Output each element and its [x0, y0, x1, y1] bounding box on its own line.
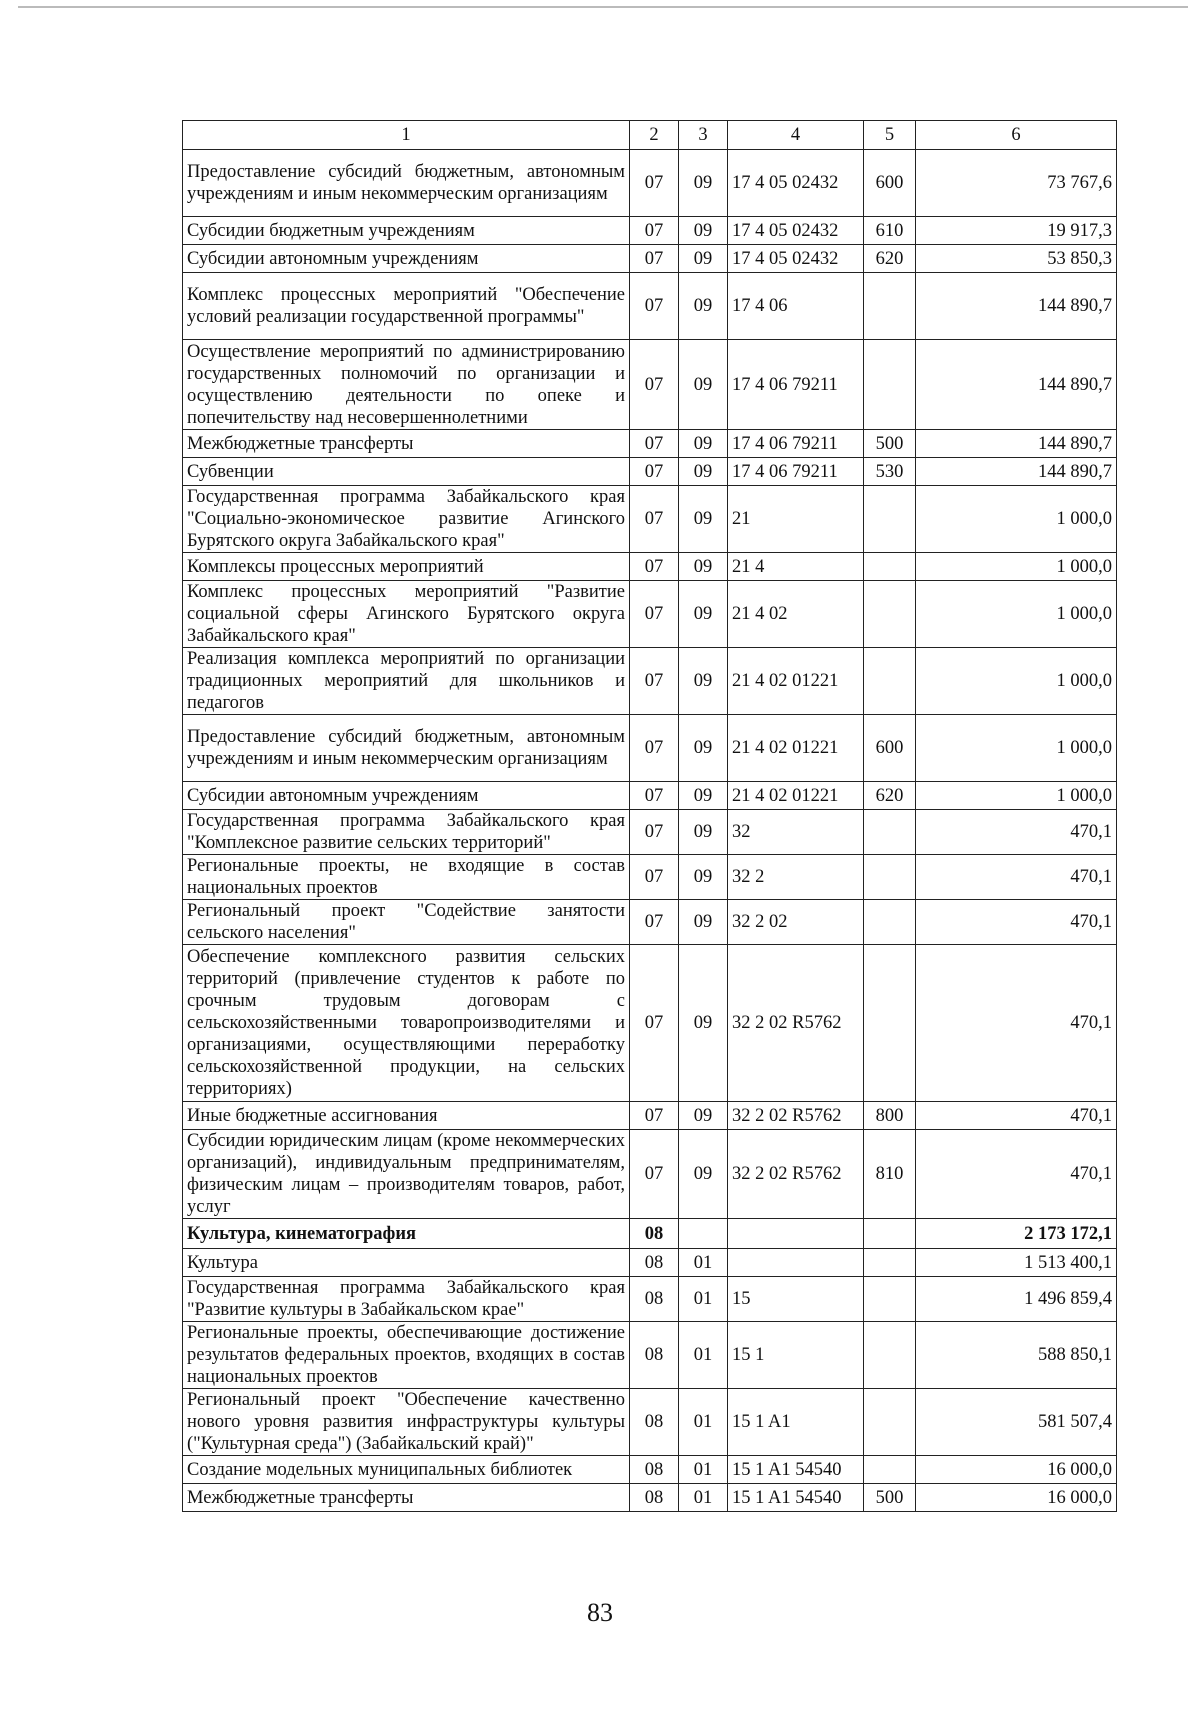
row-expense-type: 810: [864, 1130, 916, 1219]
row-expense-type: [864, 1456, 916, 1484]
row-target-article: 32 2 02: [728, 900, 864, 945]
row-target-article: 32: [728, 810, 864, 855]
row-section: 07: [630, 581, 679, 648]
row-target-article: [728, 1249, 864, 1277]
table-row: [183, 581, 1117, 648]
row-name: Государственная программа Забайкальского края "Социально-экономическое развитие Агинского Бурятского округа Забайкальского края": [183, 486, 630, 553]
row-section: 07: [630, 810, 679, 855]
row-subsection: 09: [679, 217, 728, 245]
header-col-2: 2: [630, 121, 679, 150]
row-amount: 470,1: [916, 900, 1117, 945]
row-amount: 53 850,3: [916, 245, 1117, 273]
table-row: [183, 810, 1117, 855]
row-expense-type: [864, 1322, 916, 1389]
row-amount: 470,1: [916, 1102, 1117, 1130]
table-row: [183, 553, 1117, 581]
row-name: Реализация комплекса мероприятий по организации традиционных мероприятий для школьников и педагогов: [183, 648, 630, 715]
row-section: 07: [630, 1130, 679, 1219]
row-subsection: 01: [679, 1484, 728, 1512]
row-section: 07: [630, 245, 679, 273]
table-row: [183, 217, 1117, 245]
row-name: Комплекс процессных мероприятий "Обеспечение условий реализации государственной программы": [183, 273, 630, 340]
row-target-article: 17 4 05 02432: [728, 150, 864, 217]
table-row: [183, 150, 1117, 217]
row-subsection: 09: [679, 458, 728, 486]
row-target-article: [728, 1219, 864, 1249]
table-body: [183, 150, 1117, 1512]
row-name: Осуществление мероприятий по администрированию государственных полномочий по организации и осуществлению деятельности по опеке и попечительству над несовершеннолетними: [183, 340, 630, 430]
page-number: 83: [587, 1598, 613, 1627]
header-col-5: 5: [864, 121, 916, 150]
row-expense-type: [864, 1277, 916, 1322]
row-expense-type: 500: [864, 1484, 916, 1512]
row-amount: 2 173 172,1: [916, 1219, 1117, 1249]
row-amount: 144 890,7: [916, 458, 1117, 486]
row-target-article: 15 1 A1: [728, 1389, 864, 1456]
row-target-article: 21 4 02: [728, 581, 864, 648]
row-target-article: 17 4 06 79211: [728, 430, 864, 458]
row-section: 08: [630, 1484, 679, 1512]
row-target-article: 17 4 05 02432: [728, 217, 864, 245]
row-expense-type: [864, 945, 916, 1102]
table-row: [183, 1219, 1117, 1249]
row-section: 08: [630, 1456, 679, 1484]
row-name: Культура, кинематография: [183, 1219, 630, 1249]
row-subsection: 09: [679, 486, 728, 553]
row-target-article: 21 4 02 01221: [728, 715, 864, 782]
row-amount: 470,1: [916, 810, 1117, 855]
table-row: [183, 1484, 1117, 1512]
row-amount: 1 496 859,4: [916, 1277, 1117, 1322]
table-row: [183, 855, 1117, 900]
row-section: 07: [630, 648, 679, 715]
row-expense-type: 530: [864, 458, 916, 486]
row-section: 07: [630, 782, 679, 810]
row-amount: 1 000,0: [916, 782, 1117, 810]
row-subsection: 01: [679, 1389, 728, 1456]
table-row: [183, 273, 1117, 340]
row-amount: 1 000,0: [916, 553, 1117, 581]
row-subsection: [679, 1219, 728, 1249]
row-name: Культура: [183, 1249, 630, 1277]
row-target-article: 17 4 05 02432: [728, 245, 864, 273]
row-expense-type: 600: [864, 715, 916, 782]
row-name: Создание модельных муниципальных библиотек: [183, 1456, 630, 1484]
header-col-4: 4: [728, 121, 864, 150]
row-target-article: 21 4 02 01221: [728, 782, 864, 810]
row-amount: 1 513 400,1: [916, 1249, 1117, 1277]
table-row: [183, 430, 1117, 458]
row-name: Субсидии юридическим лицам (кроме некоммерческих организаций), индивидуальным предпринимателям, физическим лицам – производителям товаров, работ, услуг: [183, 1130, 630, 1219]
row-expense-type: [864, 900, 916, 945]
row-target-article: 15 1: [728, 1322, 864, 1389]
row-amount: 588 850,1: [916, 1322, 1117, 1389]
header-row: [183, 121, 1117, 150]
row-target-article: 15: [728, 1277, 864, 1322]
table-row: [183, 1130, 1117, 1219]
table-row: [183, 900, 1117, 945]
header-col-6: 6: [916, 121, 1117, 150]
table-row: [183, 486, 1117, 553]
row-section: 07: [630, 458, 679, 486]
row-target-article: 32 2 02 R5762: [728, 1102, 864, 1130]
row-expense-type: 620: [864, 245, 916, 273]
table-row: [183, 340, 1117, 430]
row-section: 08: [630, 1219, 679, 1249]
row-amount: 19 917,3: [916, 217, 1117, 245]
row-section: 07: [630, 1102, 679, 1130]
row-amount: 16 000,0: [916, 1484, 1117, 1512]
row-name: Субвенции: [183, 458, 630, 486]
row-section: 07: [630, 486, 679, 553]
row-target-article: 17 4 06 79211: [728, 340, 864, 430]
table-row: [183, 945, 1117, 1102]
row-amount: 581 507,4: [916, 1389, 1117, 1456]
row-name: Предоставление субсидий бюджетным, автономным учреждениям и иным некоммерческим организациям: [183, 715, 630, 782]
row-expense-type: [864, 1389, 916, 1456]
row-name: Комплекс процессных мероприятий "Развитие социальной сферы Агинского Бурятского округа Забайкальского края": [183, 581, 630, 648]
row-name: Субсидии автономным учреждениям: [183, 782, 630, 810]
row-name: Региональные проекты, не входящие в состав национальных проектов: [183, 855, 630, 900]
row-subsection: 09: [679, 855, 728, 900]
row-section: 08: [630, 1277, 679, 1322]
row-subsection: 09: [679, 945, 728, 1102]
row-amount: 470,1: [916, 1130, 1117, 1219]
row-amount: 73 767,6: [916, 150, 1117, 217]
row-expense-type: [864, 1249, 916, 1277]
row-expense-type: [864, 553, 916, 581]
row-subsection: 09: [679, 340, 728, 430]
row-target-article: 21 4 02 01221: [728, 648, 864, 715]
row-name: Региональный проект "Содействие занятости сельского населения": [183, 900, 630, 945]
row-subsection: 09: [679, 150, 728, 217]
row-amount: 144 890,7: [916, 340, 1117, 430]
row-subsection: 01: [679, 1249, 728, 1277]
row-subsection: 01: [679, 1277, 728, 1322]
row-subsection: 09: [679, 1130, 728, 1219]
row-name: Межбюджетные трансферты: [183, 430, 630, 458]
row-name: Предоставление субсидий бюджетным, автономным учреждениям и иным некоммерческим организациям: [183, 150, 630, 217]
row-amount: 470,1: [916, 855, 1117, 900]
scan-edge-line: [18, 6, 1188, 8]
row-section: 08: [630, 1322, 679, 1389]
row-amount: 16 000,0: [916, 1456, 1117, 1484]
row-name: Государственная программа Забайкальского края "Развитие культуры в Забайкальском крае": [183, 1277, 630, 1322]
budget-table: [182, 120, 1117, 1512]
row-subsection: 09: [679, 810, 728, 855]
row-target-article: 21: [728, 486, 864, 553]
row-target-article: 32 2 02 R5762: [728, 1130, 864, 1219]
row-expense-type: 800: [864, 1102, 916, 1130]
row-amount: 1 000,0: [916, 648, 1117, 715]
row-expense-type: [864, 810, 916, 855]
row-subsection: 09: [679, 1102, 728, 1130]
row-section: 07: [630, 273, 679, 340]
row-section: 07: [630, 900, 679, 945]
row-subsection: 01: [679, 1322, 728, 1389]
row-subsection: 09: [679, 715, 728, 782]
table-row: [183, 1322, 1117, 1389]
row-name: Межбюджетные трансферты: [183, 1484, 630, 1512]
row-expense-type: 500: [864, 430, 916, 458]
table-row: [183, 715, 1117, 782]
row-expense-type: [864, 1219, 916, 1249]
row-target-article: 15 1 A1 54540: [728, 1484, 864, 1512]
row-subsection: 09: [679, 430, 728, 458]
row-amount: 144 890,7: [916, 430, 1117, 458]
row-expense-type: [864, 273, 916, 340]
row-name: Государственная программа Забайкальского края "Комплексное развитие сельских территорий": [183, 810, 630, 855]
table-row: [183, 1102, 1117, 1130]
row-section: 07: [630, 945, 679, 1102]
row-subsection: 09: [679, 245, 728, 273]
row-subsection: 09: [679, 553, 728, 581]
row-subsection: 09: [679, 648, 728, 715]
row-amount: 1 000,0: [916, 486, 1117, 553]
row-section: 07: [630, 340, 679, 430]
row-target-article: 32 2 02 R5762: [728, 945, 864, 1102]
table-row: [183, 245, 1117, 273]
row-section: 07: [630, 430, 679, 458]
row-name: Обеспечение комплексного развития сельских территорий (привлечение студентов к работе по срочным трудовым договорам с сельскохозяйственными товаропроизводителями и организациями, осуществляющими переработку сельскохозяйственной продукции, на сельских территориях): [183, 945, 630, 1102]
table-row: [183, 782, 1117, 810]
row-section: 07: [630, 715, 679, 782]
row-name: Региональные проекты, обеспечивающие достижение результатов федеральных проектов, входящих в состав национальных проектов: [183, 1322, 630, 1389]
row-name: Субсидии бюджетным учреждениям: [183, 217, 630, 245]
row-section: 07: [630, 855, 679, 900]
row-name: Иные бюджетные ассигнования: [183, 1102, 630, 1130]
table-row: [183, 1389, 1117, 1456]
table-row: [183, 1456, 1117, 1484]
header-col-1: 1: [183, 121, 630, 150]
row-section: 08: [630, 1389, 679, 1456]
row-target-article: 17 4 06 79211: [728, 458, 864, 486]
table-row: [183, 458, 1117, 486]
row-amount: 470,1: [916, 945, 1117, 1102]
row-expense-type: [864, 486, 916, 553]
row-target-article: 21 4: [728, 553, 864, 581]
row-subsection: 09: [679, 900, 728, 945]
row-name: Комплексы процессных мероприятий: [183, 553, 630, 581]
row-expense-type: 620: [864, 782, 916, 810]
row-amount: 1 000,0: [916, 581, 1117, 648]
row-name: Субсидии автономным учреждениям: [183, 245, 630, 273]
row-expense-type: 600: [864, 150, 916, 217]
row-expense-type: [864, 340, 916, 430]
row-subsection: 09: [679, 273, 728, 340]
table-row: [183, 1249, 1117, 1277]
row-name: Региональный проект "Обеспечение качественно нового уровня развития инфраструктуры культуры ("Культурная среда") (Забайкальский край)": [183, 1389, 630, 1456]
row-expense-type: [864, 855, 916, 900]
row-section: 08: [630, 1249, 679, 1277]
row-expense-type: [864, 648, 916, 715]
row-section: 07: [630, 150, 679, 217]
row-section: 07: [630, 553, 679, 581]
table-row: [183, 648, 1117, 715]
table-row: [183, 1277, 1117, 1322]
row-expense-type: 610: [864, 217, 916, 245]
row-section: 07: [630, 217, 679, 245]
row-amount: 144 890,7: [916, 273, 1117, 340]
row-target-article: 32 2: [728, 855, 864, 900]
row-subsection: 09: [679, 581, 728, 648]
row-target-article: 17 4 06: [728, 273, 864, 340]
row-subsection: 01: [679, 1456, 728, 1484]
row-amount: 1 000,0: [916, 715, 1117, 782]
row-target-article: 15 1 A1 54540: [728, 1456, 864, 1484]
row-expense-type: [864, 581, 916, 648]
row-subsection: 09: [679, 782, 728, 810]
header-col-3: 3: [679, 121, 728, 150]
